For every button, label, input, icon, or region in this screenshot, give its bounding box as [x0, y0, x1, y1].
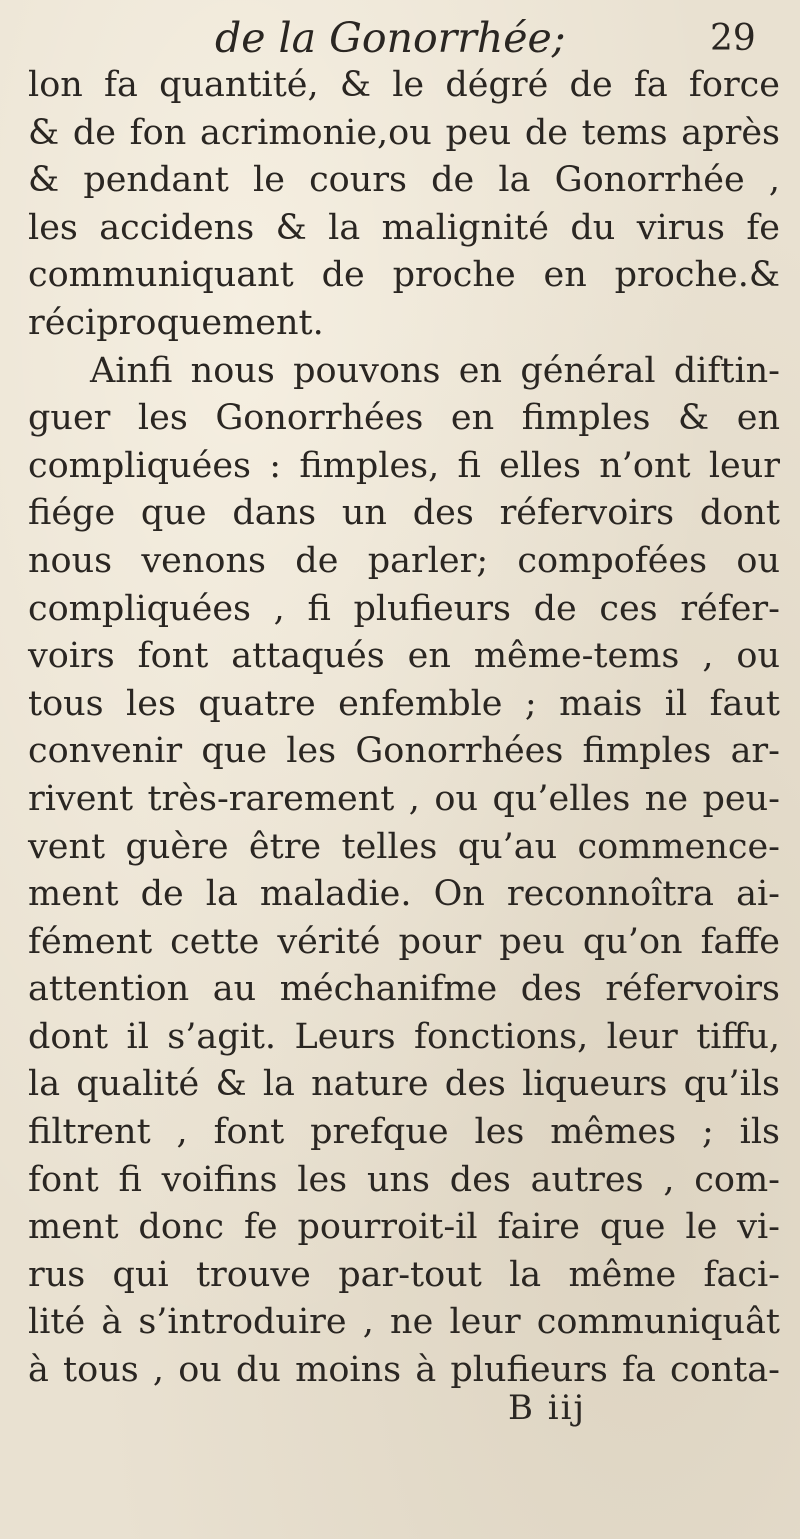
text-line: tous les quatre enfemble ; mais il faut: [28, 683, 780, 724]
text-line: compliquées , fi plufieurs de ces réfer-: [28, 588, 780, 629]
text-line: fément cette vérité pour peu qu’on faffe: [28, 921, 780, 962]
text-line: voirs font attaqués en même-tems , ou: [28, 636, 780, 677]
text-line: lon fa quantité, & le dégré de fa force: [28, 65, 780, 105]
text-line: Ainfi nous pouvons en général diftin-: [90, 350, 780, 391]
text-line: guer les Gonorrhées en fimples & en: [28, 398, 780, 439]
text-line: ment donc fe pourroit-il faire que le vi-: [28, 1207, 780, 1248]
text-line: nous venons de parler; compofées ou: [28, 540, 780, 581]
text-line: les accidens & la malignité du virus fe: [28, 207, 780, 248]
signature-mark: B iij: [508, 1388, 587, 1428]
text-line: & pendant le cours de la Gonorrhée ,: [28, 160, 780, 201]
text-line: à tous , ou du moins à plufieurs fa conta-: [28, 1350, 780, 1391]
text-line: rus qui trouve par-tout la même faci-: [28, 1254, 780, 1295]
text-line: lité à s’introduire , ne leur communiquât: [28, 1302, 780, 1343]
running-head: de la Gonorrhée;: [215, 14, 566, 62]
text-line: réciproquement.: [28, 302, 324, 343]
text-line: dont il s’agit. Leurs fonctions, leur tiffu,: [28, 1016, 780, 1057]
page-header: [0, 8, 800, 68]
text-line: filtrent , font prefque les mêmes ; ils: [28, 1112, 780, 1153]
body-text: [28, 62, 780, 1395]
text-line: vent guère être telles qu’au commence-: [28, 826, 780, 867]
text-line: rivent très-rarement , ou qu’elles ne peu-: [28, 778, 780, 819]
text-line: compliquées : fimples, fi elles n’ont leur: [28, 445, 780, 486]
text-line: ment de la maladie. On reconnoîtra ai-: [28, 874, 780, 915]
text-line: font fi voifins les uns des autres , com-: [28, 1159, 780, 1200]
text-line: attention au méchanifme des réfervoirs: [28, 969, 780, 1010]
text-line: convenir que les Gonorrhées fimples ar-: [28, 731, 780, 772]
page-number: 29: [710, 18, 756, 59]
text-line: fiége que dans un des réfervoirs dont: [28, 493, 780, 534]
text-line: & de fon acrimonie,ou peu de tems après: [28, 112, 780, 153]
text-line: la qualité & la nature des liqueurs qu’ils: [28, 1064, 780, 1105]
text-line: communiquant de proche en proche.&: [28, 255, 780, 296]
